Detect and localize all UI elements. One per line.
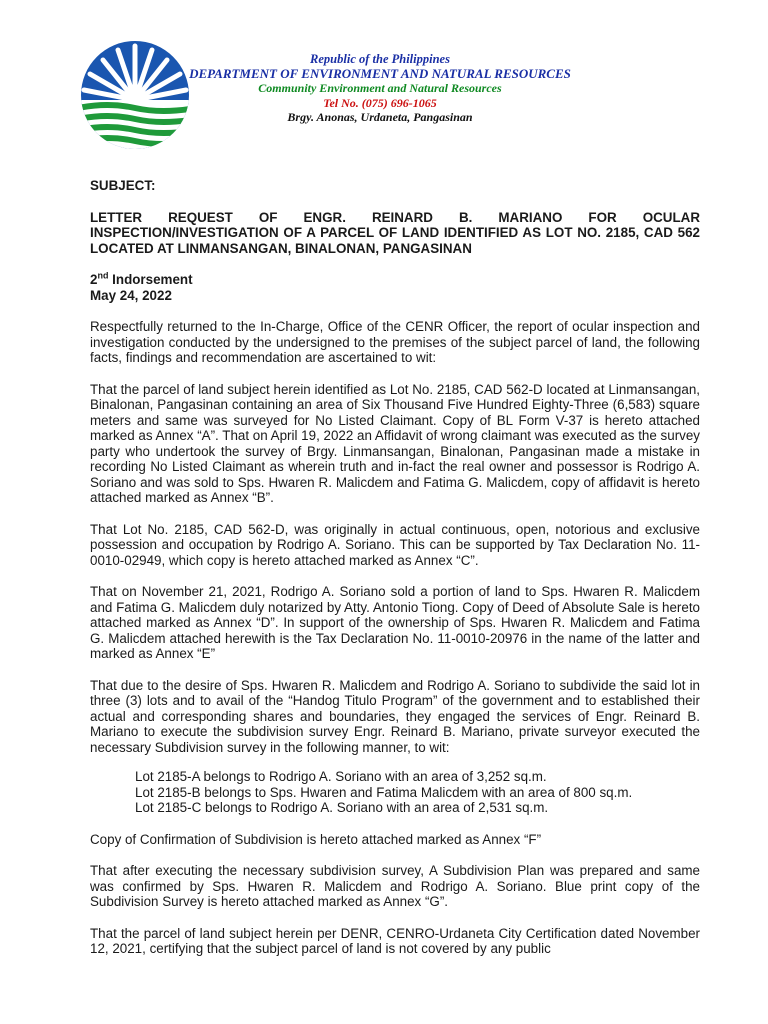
- header-office: Community Environment and Natural Resources: [258, 81, 502, 95]
- indorsement-number: 2: [90, 272, 98, 287]
- lot-item: Lot 2185-C belongs to Rodrigo A. Soriano with an area of 2,531 sq.m.: [135, 800, 549, 815]
- header-department: DEPARTMENT OF ENVIRONMENT AND NATURAL RESOURCES: [189, 65, 571, 81]
- subject-text: LETTER REQUEST OF ENGR. REINARD B. MARIANO FOR OCULAR INSPECTION/INVESTIGATION OF A PARCEL OF LAND IDENTIFIED AS LOT NO. 2185, CAD 562 LOCATED AT LINMANSANGAN, BINALONAN, PANGASINAN: [90, 209, 700, 256]
- header-republic: Republic of the Philippines: [310, 52, 450, 66]
- paragraph-6: Copy of Confirmation of Subdivision is hereto attached marked as Annex “F”: [90, 831, 542, 847]
- letter-body: [90, 178, 700, 957]
- paragraph-7: That after executing the necessary subdivision survey, A Subdivision Plan was prepared and same was confirmed by Sps. Hwaren R. Malicdem and Rodrigo A. Soriano. Blue print copy of the Subdivision Survey is hereto attached marked as Annex “G”.: [90, 863, 700, 909]
- header-tel: Tel No. (075) 696-1065: [323, 95, 437, 110]
- paragraph-4: That on November 21, 2021, Rodrigo A. Soriano sold a portion of land to Sps. Hwaren R. Malicdem and Fatima G. Malicdem duly notarized by Atty. Antonio Tiong. Copy of Deed of Absolute Sale is hereto attached marked as Annex “D”. In support of the ownership of Sps. Hwaren R. Malicdem and Fatima G. Malicdem attached herewith is the Tax Declaration No. 11-0010-20976 in the name of the latter and marked as Annex “E”: [90, 584, 700, 661]
- lot-item: Lot 2185-B belongs to Sps. Hwaren and Fatima Malicdem with an area of 800 sq.m.: [135, 784, 633, 800]
- paragraph-1: Respectfully returned to the In-Charge, Office of the CENR Officer, the report of ocular inspection and investigation conducted by the undersigned to the premises of the subject parcel of land, the following facts, findings and recommendation are ascertained to wit:: [90, 319, 700, 365]
- subject-label: SUBJECT:: [90, 178, 156, 193]
- header-address: Brgy. Anonas, Urdaneta, Pangasinan: [287, 110, 473, 124]
- indorsement-suffix: nd: [97, 270, 109, 281]
- paragraph-2: That the parcel of land subject herein identified as Lot No. 2185, CAD 562-D located at Linmansangan, Binalonan, Pangasinan containing an area of Six Thousand Five Hundred Eighty-Three (6,583) square meters and same was surveyed for No Listed Claimant. Copy of BL Form V-37 is hereto attached marked as Annex “A”. That on April 19, 2022 an Affidavit of wrong claimant was executed as the survey party who undertook the survey of Brgy. Linmansangan, Binalonan, Pangasinan made a mistake in recording No Listed Claimant as wherein truth and in-fact the real owner and possessor is Rodrigo A. Soriano and was sold to Sps. Hwaren R. Malicdem and Fatima G. Malicdem, copy of affidavit is hereto attached marked as Annex “B”.: [90, 381, 700, 505]
- denr-logo-icon: [78, 40, 196, 150]
- paragraph-8: That the parcel of land subject herein per DENR, CENRO-Urdaneta City Certification dated November 12, 2021, certifying that the subject parcel of land is not covered by any public: [90, 925, 700, 956]
- letterhead: [180, 52, 580, 125]
- paragraph-3: That Lot No. 2185, CAD 562-D, was originally in actual continuous, open, notorious and exclusive possession and occupation by Rodrigo A. Soriano. This can be supported by Tax Declaration No. 11-0010-02949, which copy is hereto attached marked as Annex “C”.: [90, 521, 700, 568]
- indorsement-date: May 24, 2022: [90, 287, 172, 303]
- indorsement-label: Indorsement: [108, 272, 193, 287]
- indorsement-title: [90, 272, 700, 288]
- paragraph-5: That due to the desire of Sps. Hwaren R. Malicdem and Rodrigo A. Soriano to subdivide the said lot in three (3) lots and to avail of the “Handog Titulo Program” of the government and to established their actual and corresponding shares and boundaries, they engaged the services of Engr. Reinard B. Mariano to execute the subdivision survey Engr. Reinard B. Mariano, private surveyor executed the necessary Subdivision survey in the following manner, to wit:: [90, 677, 700, 755]
- lot-item: Lot 2185-A belongs to Rodrigo A. Soriano with an area of 3,252 sq.m.: [135, 769, 547, 784]
- lot-list: [135, 769, 700, 816]
